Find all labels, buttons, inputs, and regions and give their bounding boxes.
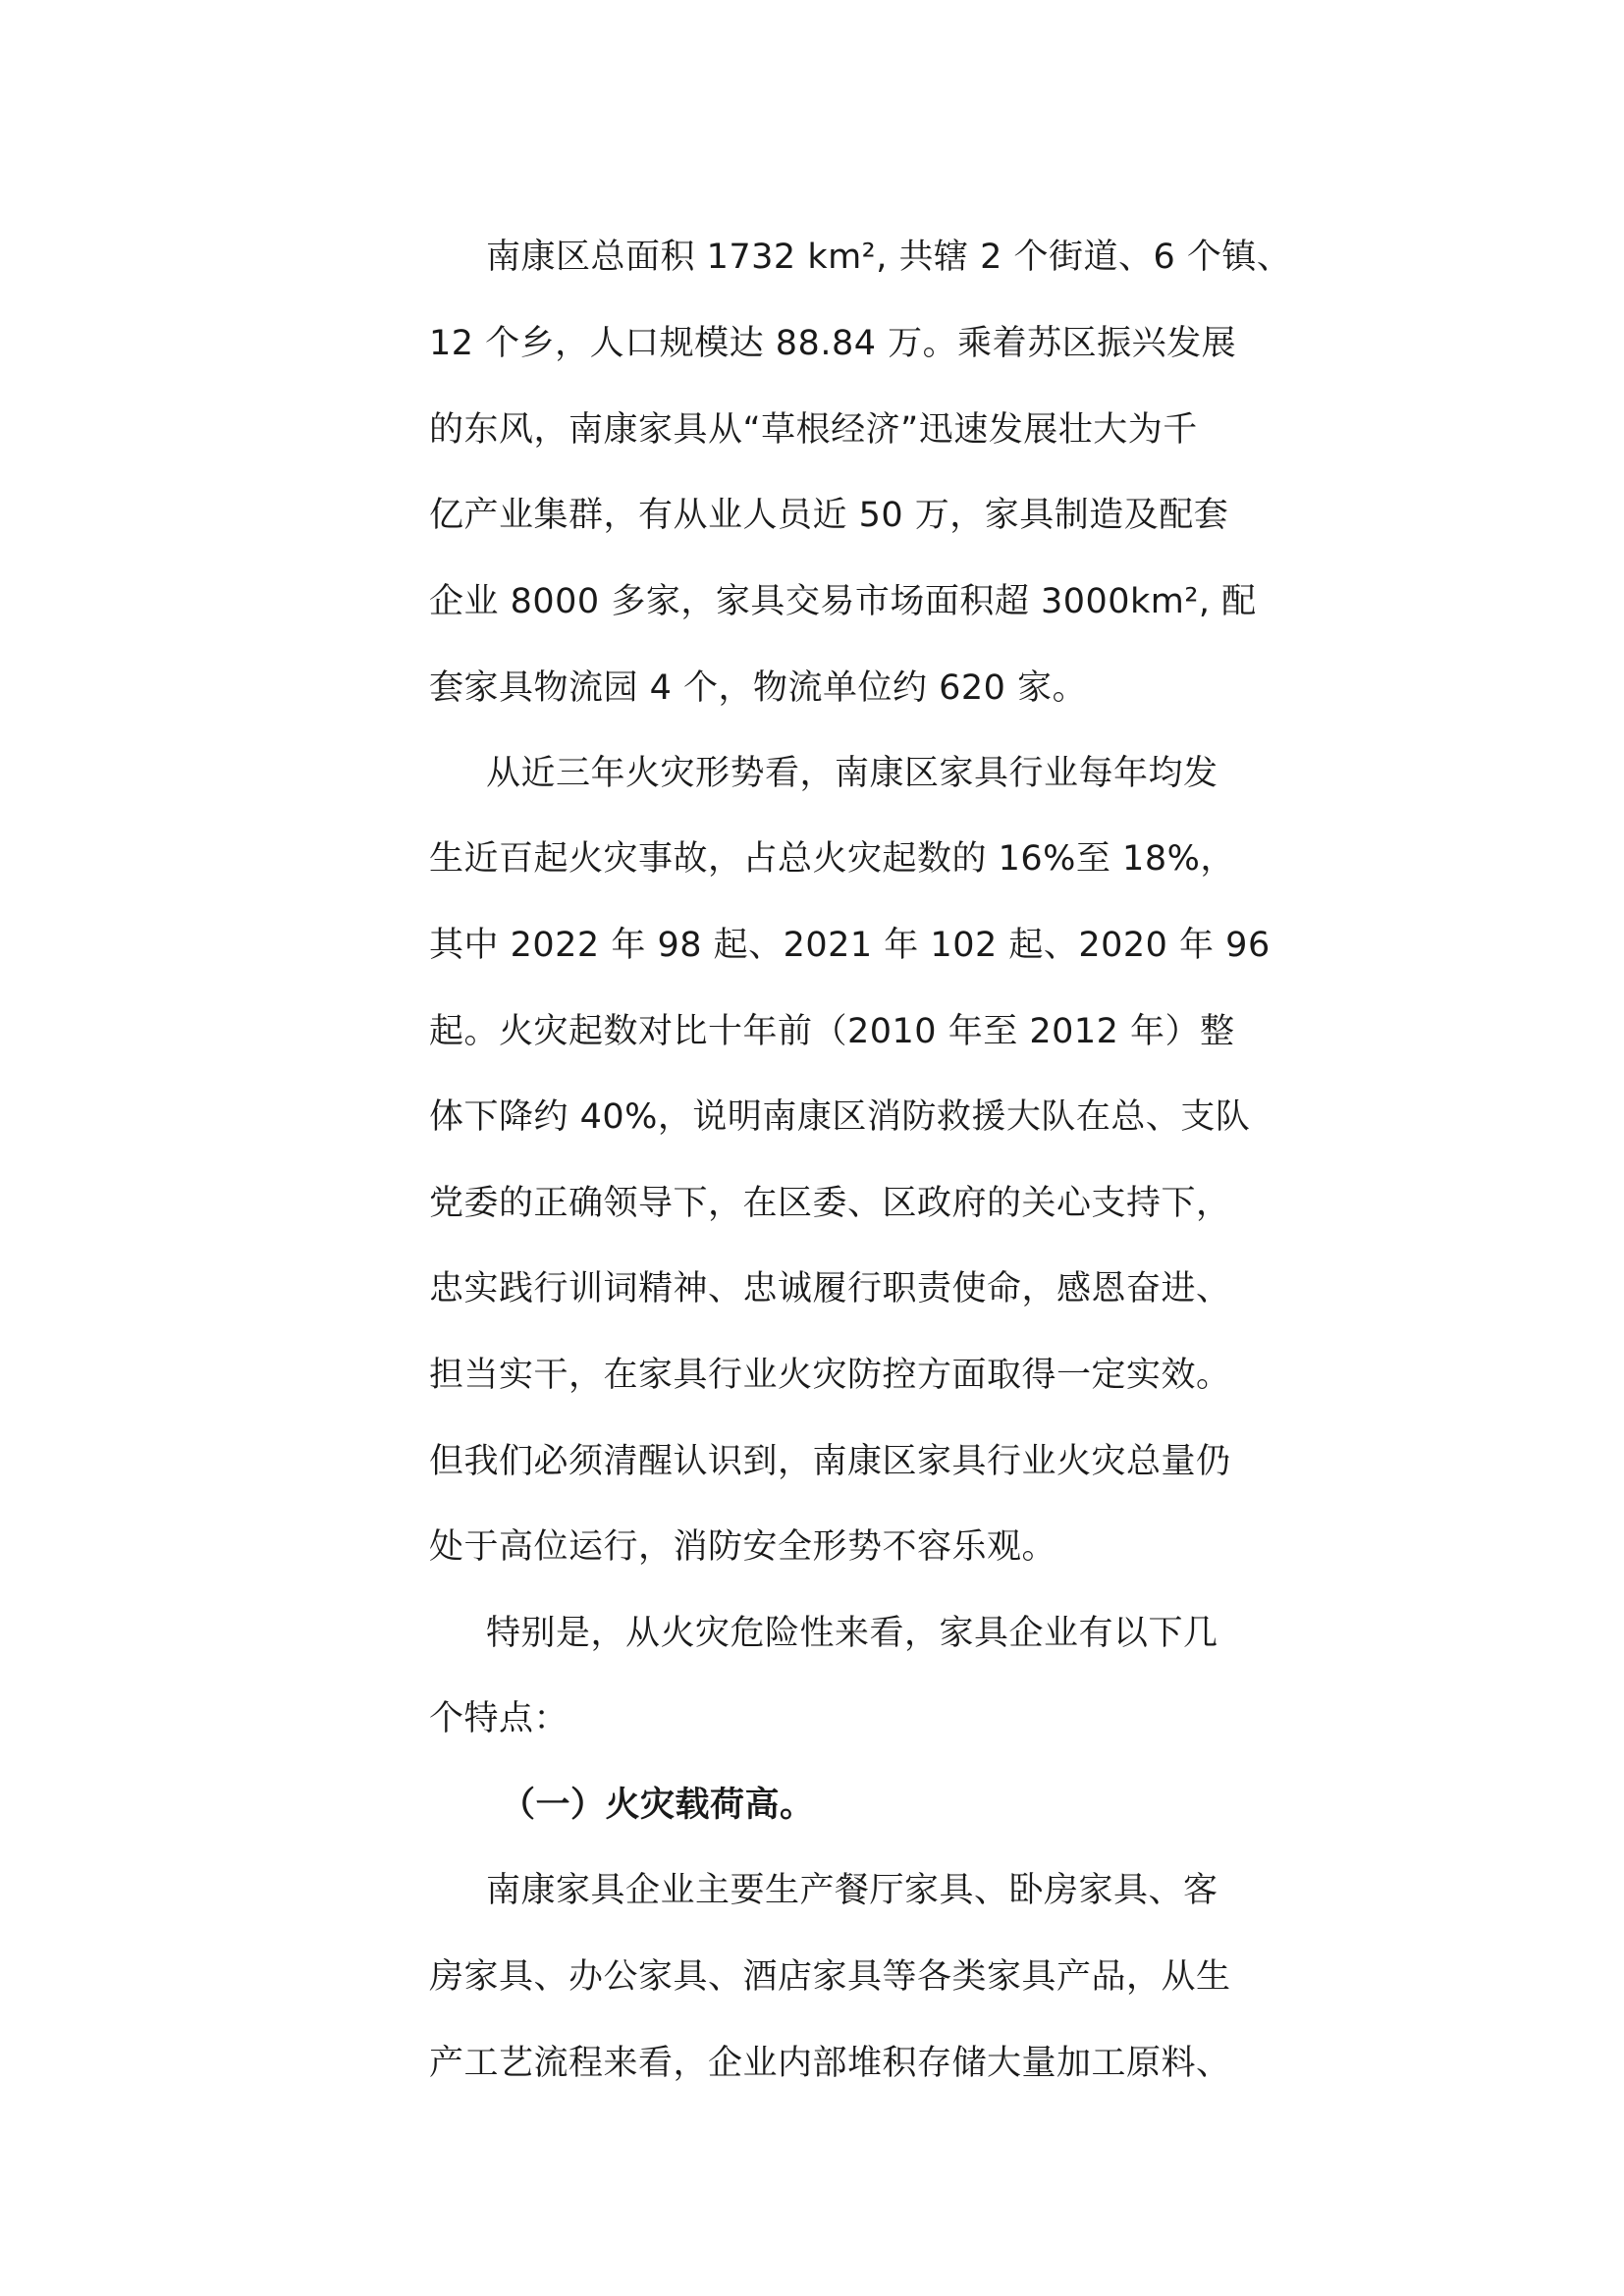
paragraph-1-line-2: 12 个乡，人口规模达 88.84 万。乘着苏区振兴发展	[429, 324, 1237, 363]
paragraph-2-line-5: 体下降约 40%，说明南康区消防救援大队在总、支队	[429, 1097, 1251, 1137]
paragraph-3-line-2: 个特点：	[429, 1699, 569, 1738]
paragraph-2-line-8: 担当实干，在家具行业火灾防控方面取得一定实效。	[429, 1356, 1231, 1395]
paragraph-4-line-3: 产工艺流程来看，企业内部堆积存储大量加工原料、	[429, 2044, 1231, 2083]
paragraph-2-line-9: 但我们必须清醒认识到，南康区家具行业火灾总量仍	[429, 1442, 1231, 1481]
paragraph-4-line-2: 房家具、办公家具、酒店家具等各类家具产品，从生	[429, 1957, 1231, 1997]
paragraph-1-line-4: 亿产业集群，有从业人员近 50 万，家具制造及配套	[429, 496, 1229, 535]
paragraph-1-line-5: 企业 8000 多家，家具交易市场面积超 3000km², 配	[429, 582, 1257, 621]
paragraph-2-line-1: 从近三年火灾形势看，南康区家具行业每年均发	[486, 754, 1218, 793]
paragraph-1-line-3: 的东风，南康家具从“草根经济”迅速发展壮大为千	[429, 410, 1198, 450]
paragraph-3-line-1: 特别是，从火灾危险性来看，家具企业有以下几	[486, 1614, 1218, 1653]
paragraph-1-line-6: 套家具物流园 4 个，物流单位约 620 家。	[429, 668, 1088, 708]
paragraph-2-line-3: 其中 2022 年 98 起、2021 年 102 起、2020 年 96	[429, 926, 1271, 965]
paragraph-4-line-1: 南康家具企业主要生产餐厅家具、卧房家具、客	[486, 1871, 1218, 1910]
paragraph-2-line-6: 党委的正确领导下，在区委、区政府的关心支持下，	[429, 1184, 1231, 1223]
paragraph-2-line-2: 生近百起火灾事故，占总火灾起数的 16%至 18%，	[429, 839, 1235, 879]
paragraph-2-line-7: 忠实践行训词精神、忠诚履行职责使命，感恩奋进、	[429, 1269, 1231, 1308]
section-heading: （一）火灾载荷高。	[501, 1786, 815, 1825]
paragraph-1-line-1: 南康区总面积 1732 km², 共辖 2 个街道、6 个镇、	[486, 238, 1292, 277]
paragraph-2-line-4: 起。火灾起数对比十年前（2010 年至 2012 年）整	[429, 1012, 1235, 1051]
paragraph-2-line-10: 处于高位运行，消防安全形势不容乐观。	[429, 1527, 1057, 1567]
